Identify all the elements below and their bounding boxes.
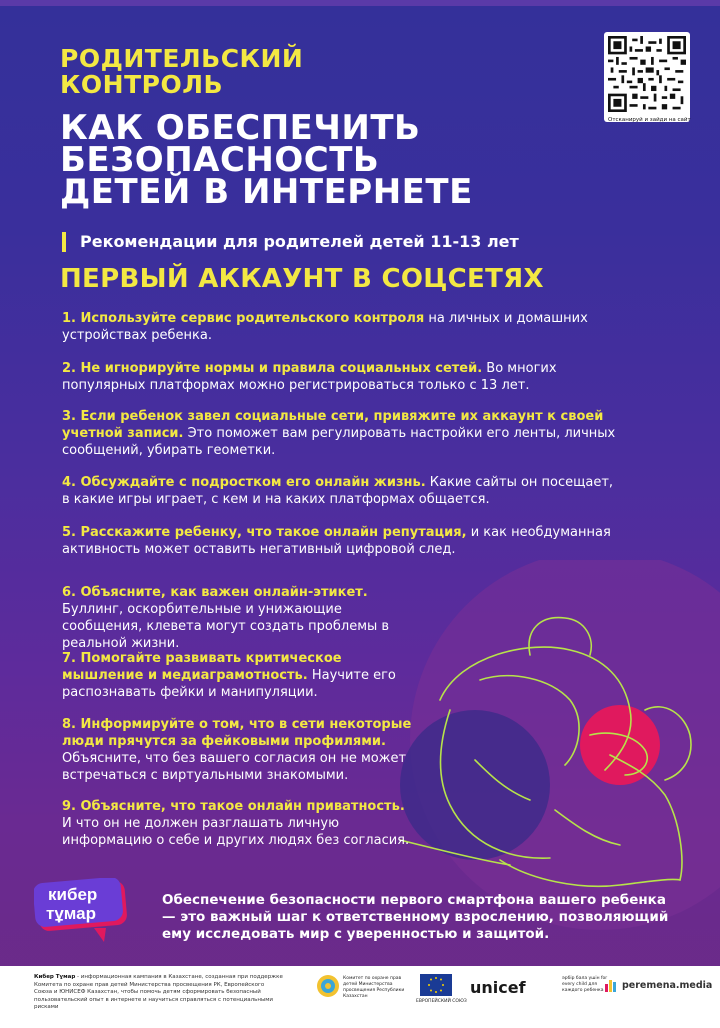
title-line: ДЕТЕЙ В ИНТЕРНЕТЕ bbox=[60, 172, 473, 212]
list-item bbox=[62, 716, 422, 784]
pink-circle bbox=[580, 705, 660, 785]
item-highlight: 3. Если ребенок завел социальные сети, привяжите их аккаунт к своей учетной записи. bbox=[62, 409, 604, 441]
footnote bbox=[34, 974, 284, 1012]
header-kicker bbox=[60, 46, 303, 98]
item-highlight: 6. Объясните, как важен онлайн-этикет. bbox=[62, 585, 368, 600]
kicker-line: РОДИТЕЛЬСКИЙ bbox=[60, 44, 304, 73]
item-text: Научите его распознавать фейки и манипуляции. bbox=[62, 668, 396, 700]
item-highlight: 9. Объясните, что такое онлайн приватность. bbox=[62, 799, 405, 814]
list-item bbox=[62, 650, 412, 701]
committee-label: Комитет по охране прав детей Министерства просвещения Республики Казахстан bbox=[343, 976, 405, 999]
qr-code[interactable] bbox=[604, 32, 690, 122]
list-item bbox=[62, 584, 402, 652]
footnote-brand: Кибер Тұмар bbox=[34, 974, 76, 980]
list-item bbox=[62, 474, 622, 508]
item-text: И что он не должен разглашать личную информацию о себе и других людях без согласия. bbox=[62, 816, 410, 848]
list-item bbox=[62, 310, 622, 344]
item-highlight: 5. Расскажите ребенку, что такое онлайн репутация, bbox=[62, 525, 467, 540]
logo-line: кибер bbox=[48, 885, 98, 904]
bottom-statement: Обеспечение безопасности первого смартфона вашего ребенка — это важный шаг к ответственному взрослению, позволяющий ему исследовать мир с уверенностью и защитой. bbox=[162, 892, 669, 942]
item-text: Объясните, что без вашего согласия он не может встречаться с виртуальными знакомыми. bbox=[62, 751, 407, 783]
qr-caption: Отсканируй и зайди на сайт bbox=[608, 117, 691, 123]
logo-line: тұмар bbox=[46, 904, 96, 923]
kiber-tumar-logo bbox=[34, 878, 134, 948]
list-item bbox=[62, 798, 412, 849]
item-highlight: 8. Информируйте о том, что в сети некоторые люди прячутся за фейковыми профилями. bbox=[62, 717, 412, 749]
item-text: и как необдуманная активность может оставить негативный цифровой след. bbox=[62, 525, 611, 557]
item-highlight: 2. Не игнорируйте нормы и правила социальных сетей. bbox=[62, 361, 483, 376]
section-heading: ПЕРВЫЙ АККАУНТ В СОЦСЕТЯХ bbox=[60, 264, 544, 294]
peremena-logo-icon bbox=[605, 978, 619, 992]
subtitle: Рекомендации для родителей детей 11-13 лет bbox=[62, 232, 519, 252]
item-text: на личных и домашних устройствах ребенка. bbox=[62, 311, 588, 343]
item-text: Какие сайты он посещает, в какие игры играет, с кем и на каких платформах общается. bbox=[62, 475, 614, 507]
committee-emblem-icon bbox=[316, 974, 340, 998]
eu-label: ЕВРОПЕЙСКИЙ СОЮЗ bbox=[416, 999, 467, 1004]
qr-pattern bbox=[608, 36, 686, 112]
item-text: Это поможет вам регулировать настройки его ленты, личных сообщений, убирать геометки. bbox=[62, 426, 616, 458]
item-text: Буллинг, оскорбительные и унижающие сообщения, клевета могут создать проблемы в реальной жизни. bbox=[62, 602, 390, 651]
peremena-label: peremena.media bbox=[622, 980, 713, 991]
title-line: КАК ОБЕСПЕЧИТЬ bbox=[60, 108, 421, 148]
item-highlight: 4. Обсуждайте с подростком его онлайн жизнь. bbox=[62, 475, 426, 490]
page-title bbox=[60, 108, 473, 212]
unicef-tagline: әрбір бала үшін for every child для каждого ребенка bbox=[562, 976, 608, 993]
list-item bbox=[62, 360, 622, 394]
item-text: Во многих популярных платформах можно регистрироваться только с 13 лет. bbox=[62, 361, 557, 393]
eu-flag-icon bbox=[420, 974, 452, 996]
item-highlight: 1. Используйте сервис родительского контроля bbox=[62, 311, 425, 326]
top-strip bbox=[0, 0, 720, 6]
list-item bbox=[62, 408, 652, 459]
title-line: БЕЗОПАСНОСТЬ bbox=[60, 140, 380, 180]
list-item bbox=[62, 524, 632, 558]
kicker-line: КОНТРОЛЬ bbox=[60, 70, 224, 99]
item-highlight: 7. Помогайте развивать критическое мышление и медиаграмотность. bbox=[62, 651, 342, 683]
footnote-text: - информационная кампания в Казахстане, созданная при поддержке Комитета по охране прав детей Министерства просвещения РК, Европейского Союза и ЮНИСЕФ Казахстан, чтобы помочь детям сформировать безопасный пользовательский опыт в интернете и научиться справляться с потенциальными рисками bbox=[34, 974, 283, 1010]
unicef-logo: unicef bbox=[470, 978, 526, 997]
dark-circle bbox=[400, 710, 550, 860]
